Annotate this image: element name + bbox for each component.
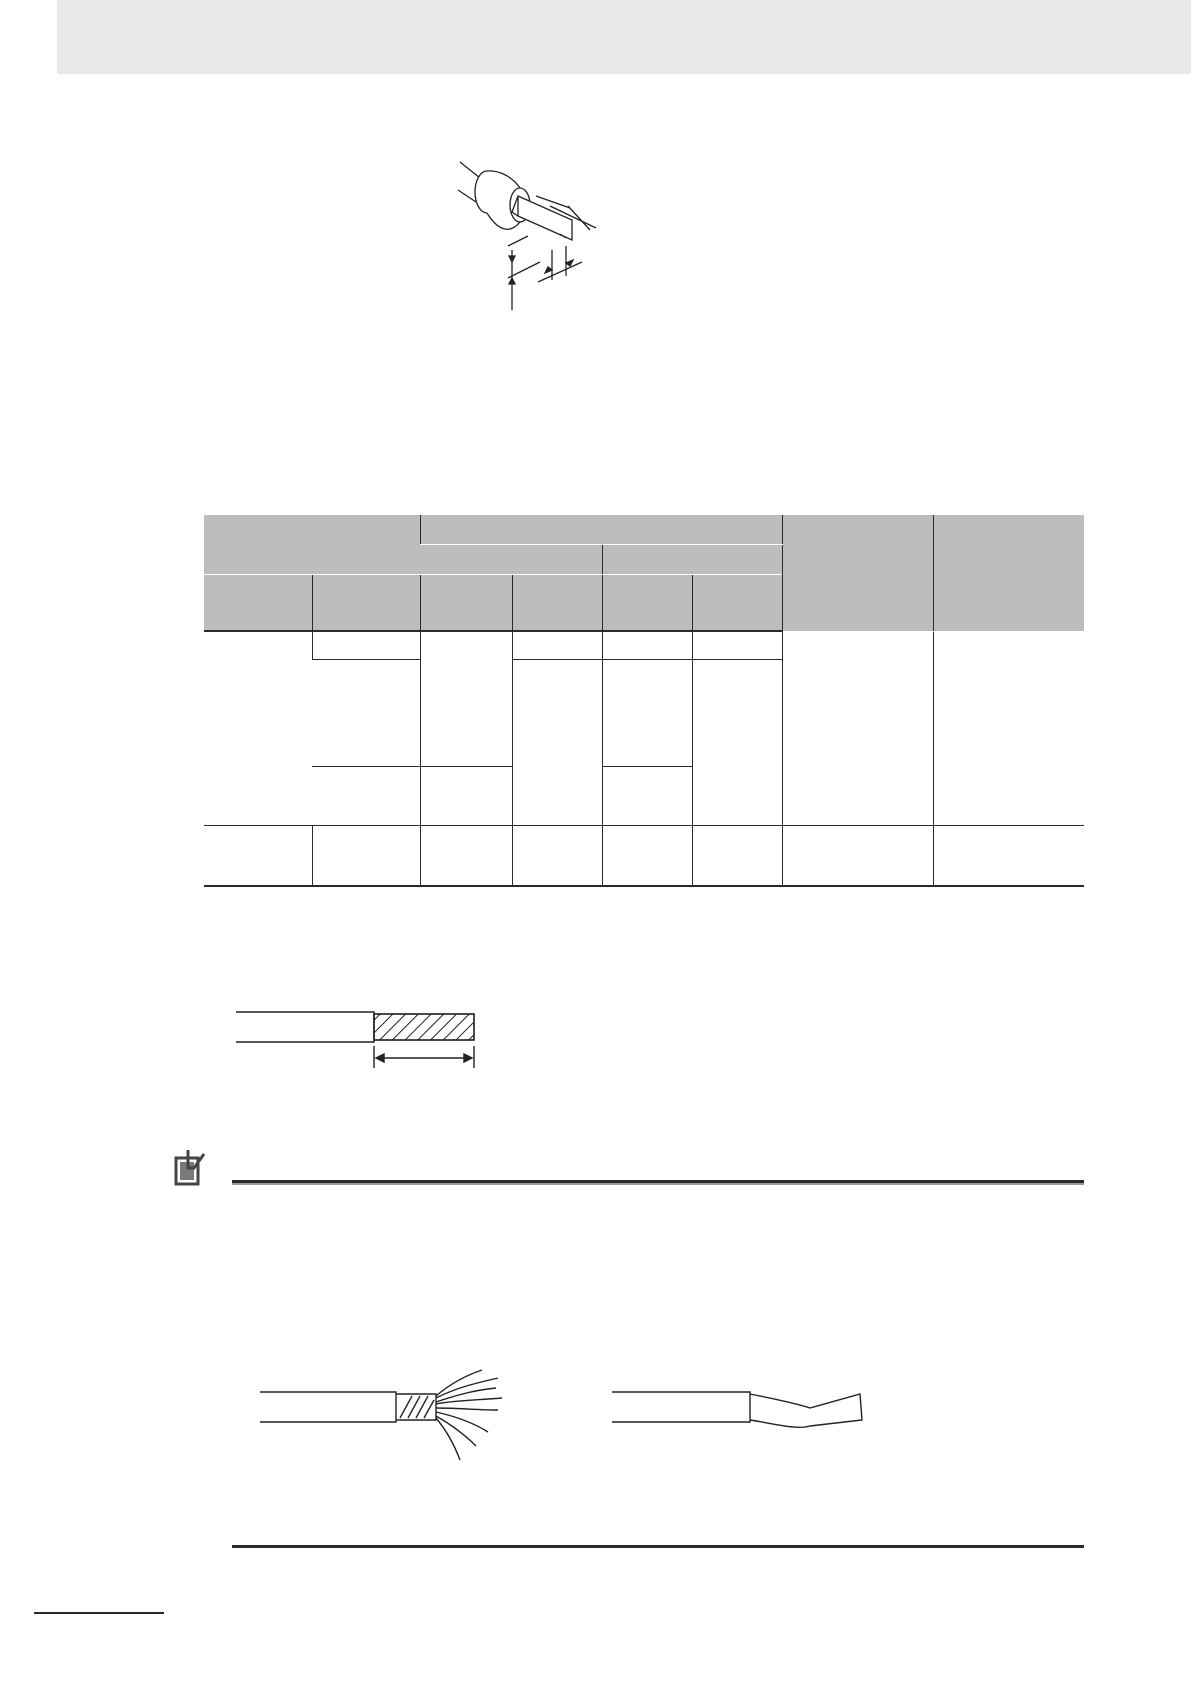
ferrule-spec-table [204, 515, 1084, 887]
table-cell [204, 631, 312, 826]
table-cell [692, 660, 782, 826]
precautions-rule-bottom [232, 1545, 1084, 1548]
twisted-wire-example [612, 1392, 862, 1427]
wire-examples-figure [250, 1360, 890, 1480]
table-cell [312, 631, 420, 660]
table-cell [312, 660, 420, 767]
precautions-rule-top [232, 1180, 1084, 1185]
table-header-cell [602, 545, 782, 575]
table-cell [602, 631, 692, 660]
table-header-cell [512, 575, 602, 632]
table-header-cell [420, 515, 782, 545]
table-header-cell [204, 515, 420, 575]
table-cell [204, 826, 312, 887]
table-header-cell [692, 575, 782, 632]
table-cell [602, 660, 692, 767]
table-header-cell [312, 575, 420, 632]
table-cell [602, 826, 692, 887]
ferrule-figure [420, 150, 660, 330]
table-cell [782, 826, 933, 887]
table-row [204, 631, 1084, 660]
table-cell [420, 631, 512, 767]
table-cell [512, 660, 602, 826]
table-cell [312, 767, 420, 826]
table-header-cell [420, 575, 512, 632]
table-cell [933, 826, 1084, 887]
table-cell [312, 826, 420, 887]
table-cell [420, 767, 512, 826]
table-row [204, 826, 1084, 887]
table-header-cell [933, 515, 1084, 631]
table-header-cell [420, 545, 602, 575]
table-cell [782, 631, 933, 826]
ferrule-dimension-thickness [538, 246, 582, 282]
table-header-cell [602, 575, 692, 632]
table-cell [512, 826, 602, 887]
table-cell [420, 826, 512, 887]
frayed-wire-example [260, 1370, 502, 1460]
table-cell [602, 767, 692, 826]
ferrule-dimension-width [508, 236, 540, 310]
table-header-cell [782, 515, 933, 631]
ferrule-pin [512, 196, 572, 240]
stripped-wire-figure [228, 1000, 488, 1080]
wire-insulation [236, 1012, 374, 1042]
table-header-cell [204, 575, 312, 632]
footer-rule [34, 1612, 164, 1614]
table-cell [692, 826, 782, 887]
table-cell [512, 631, 602, 660]
table-cell [692, 631, 782, 660]
page-header-band [57, 0, 1191, 74]
strip-length-dimension [374, 1046, 474, 1068]
stripped-conductor [374, 1014, 474, 1040]
precautions-icon [174, 1148, 210, 1186]
table-cell [933, 631, 1084, 826]
